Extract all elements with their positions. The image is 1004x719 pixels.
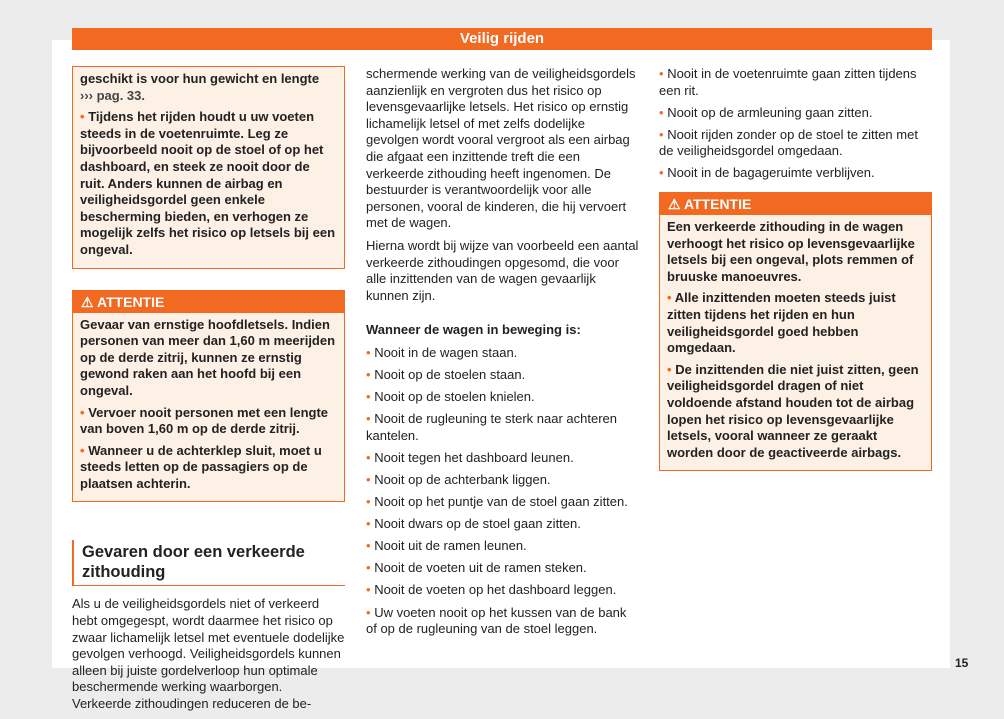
bullet-icon: • [667, 290, 672, 306]
list-item-text: Nooit de voeten uit de ramen steken. [374, 560, 587, 576]
warning-bullet [80, 405, 337, 438]
list-item [659, 165, 932, 182]
list-item [659, 66, 932, 99]
body-paragraph: Hierna wordt bij wijze van voorbeeld een aantal verkeerde zithoudingen opgesomd, die voor alle inzittenden van de wagen gevaarlijk kunnen zijn. [366, 237, 639, 303]
bullet-text: Vervoer nooit personen met een lengte van boven 1,60 m op de derde zitrij. [80, 404, 329, 437]
warning-title: ATTENTIE [683, 196, 752, 213]
warning-header [73, 291, 344, 313]
subheading: Wanneer de wagen in beweging is: [366, 322, 581, 338]
list-item-text: Nooit uit de ramen leunen. [374, 538, 527, 554]
list-item-text: Uw voeten nooit op het kussen van de bank of op de rugleuning van de stoel leggen. [366, 604, 627, 637]
list-item-text: Nooit rijden zonder op de stoel te zitten met de veiligheidsgordel omgedaan. [659, 126, 918, 159]
bullet-list [659, 66, 932, 182]
list-item-text: Nooit tegen het dashboard leunen. [374, 449, 574, 465]
list-item [659, 105, 932, 122]
bullet-icon: • [366, 449, 371, 465]
bullet-icon: • [366, 494, 371, 510]
body-paragraph: schermende werking van de veiligheidsgordels aanzienlijk en vergroten dus het risico op levensgevaarlijke letsels. Het risico op ernstig lichamelijk letsel of met zelfs dodelijke gevolgen wordt vooral vergroot als een airbag die afgaat een inzittende treft die een verkeerde zithouding heeft ingenomen. De bestuurder is verantwoordelijk voor alle personen, vooral de kinderen, die hij vervoert met de wagen. [366, 66, 636, 231]
page-number: 15 [955, 656, 969, 670]
list-item-text: Nooit de voeten op het dashboard leggen. [374, 582, 617, 598]
column-3 [659, 66, 932, 471]
note-bullet [80, 109, 337, 258]
list-item [366, 516, 640, 533]
bullet-icon: • [80, 109, 85, 125]
warning-box [72, 290, 345, 503]
bullet-icon: • [366, 389, 371, 405]
list-item [366, 345, 640, 362]
note-box [72, 66, 345, 269]
warning-bullet [80, 443, 337, 493]
warning-box [659, 192, 932, 471]
list-item [659, 127, 932, 160]
bullet-icon: • [366, 367, 371, 382]
warning-intro: Een verkeerde zithouding in de wagen verhoogt het risico op levensgevaarlijke letsels bij een ongeval, plots remmen of bruuske manoeuvres. [667, 219, 915, 284]
bullet-list [366, 345, 640, 638]
bullet-text: Tijdens het rijden houdt u uw voeten steeds in de voetenruimte. Leg ze bijvoorbeeld nooit op de stoel of op het dashboard, en steek ze nooit door de ruit. Anders kunnen de airbag en veiligheidsgordel geen enkele bescherming bieden, en verhogen ze mogelijk zelfs het risico op letsels bij een ongeval. [80, 109, 336, 257]
list-item-text: Nooit op de achterbank liggen. [374, 471, 551, 487]
page-header: Veilig rijden [72, 28, 932, 50]
list-item [366, 450, 640, 467]
list-item [366, 494, 640, 511]
bullet-icon: • [659, 66, 664, 81]
bullet-icon: • [366, 516, 371, 532]
list-item-text: Nooit op de stoelen staan. [374, 367, 526, 382]
bullet-icon: • [366, 344, 371, 360]
column-1 [72, 66, 345, 719]
bullet-icon: • [366, 538, 371, 554]
bullet-text: De inzittenden die niet juist zitten, geen veiligheidsgordel dragen of niet voldoende afstand houden tot de airbag lopen het risico op levensgevaarlijke letsels, vooral wanneer ze geraakt worden door de geactiveerde airbags. [667, 361, 919, 460]
bullet-icon: • [80, 442, 85, 458]
note-text: geschikt is voor hun gewicht en lengte [80, 71, 320, 86]
warning-triangle-icon: ⚠ [81, 293, 94, 310]
note-continued [80, 71, 337, 104]
list-item [366, 560, 640, 577]
list-item-text: Nooit op de stoelen knielen. [374, 389, 535, 405]
warning-triangle-icon: ⚠ [668, 196, 681, 213]
warning-header [660, 193, 931, 215]
bullet-icon: • [366, 582, 371, 598]
list-item [366, 582, 640, 599]
bullet-icon: • [366, 471, 371, 487]
list-item [366, 472, 640, 489]
bullet-icon: • [659, 126, 664, 142]
bullet-text: Alle inzittenden moeten steeds juist zitten tijdens het rijden en hun veiligheidsgordel goed hebben omgedaan. [667, 290, 896, 356]
bullet-icon: • [366, 604, 371, 620]
list-item [366, 411, 640, 444]
list-item [366, 367, 640, 384]
bullet-icon: • [80, 404, 85, 420]
column-2 [366, 66, 640, 643]
list-item [366, 389, 640, 406]
list-item-text: Nooit dwars op de stoel gaan zitten. [374, 516, 581, 532]
warning-bullet [667, 290, 924, 356]
list-item [366, 538, 640, 555]
warning-title: ATTENTIE [96, 293, 165, 310]
warning-intro: Gevaar van ernstige hoofdletsels. Indien personen van meer dan 1,60 m meerijden op de derde zitrij, kunnen ze ernstig gewond raken aan het hoofd bij een ongeval. [80, 316, 336, 398]
bullet-icon: • [659, 165, 664, 181]
list-item-text: Nooit de rugleuning te sterk naar achteren kantelen. [366, 411, 618, 443]
bullet-icon: • [667, 361, 672, 377]
page-reference-link[interactable]: ››› pag. 33. [80, 87, 146, 103]
bullet-icon: • [366, 560, 371, 576]
body-paragraph: Als u de veiligheidsgordels niet of verkeerd hebt omgegespt, wordt daarmee het risico op zwaar lichamelijk letsel met eventuele dodelijke gevolgen verhoogd. Veiligheidsgordels kunnen alleen bij juiste gordelverloop hun optimale beschermende werking waarborgen. Verkeerde zithoudingen reduceren de be- [72, 596, 345, 712]
bullet-text: Wanneer u de achterklep sluit, moet u steeds letten op de passagiers op de plaatsen achterin. [80, 442, 322, 491]
warning-bullet [667, 362, 924, 462]
list-item-text: Nooit op de armleuning gaan zitten. [667, 104, 873, 120]
list-item-text: Nooit in de wagen staan. [374, 344, 518, 360]
bullet-icon: • [366, 411, 371, 427]
section-title: Gevaren door een verkeerde zithouding [72, 540, 345, 586]
list-item [366, 605, 640, 638]
list-item-text: Nooit in de bagageruimte verblijven. [667, 165, 875, 181]
list-item-text: Nooit op het puntje van de stoel gaan zitten. [374, 494, 628, 510]
list-item-text: Nooit in de voetenruimte gaan zitten tijdens een rit. [659, 66, 917, 98]
bullet-icon: • [659, 104, 664, 120]
